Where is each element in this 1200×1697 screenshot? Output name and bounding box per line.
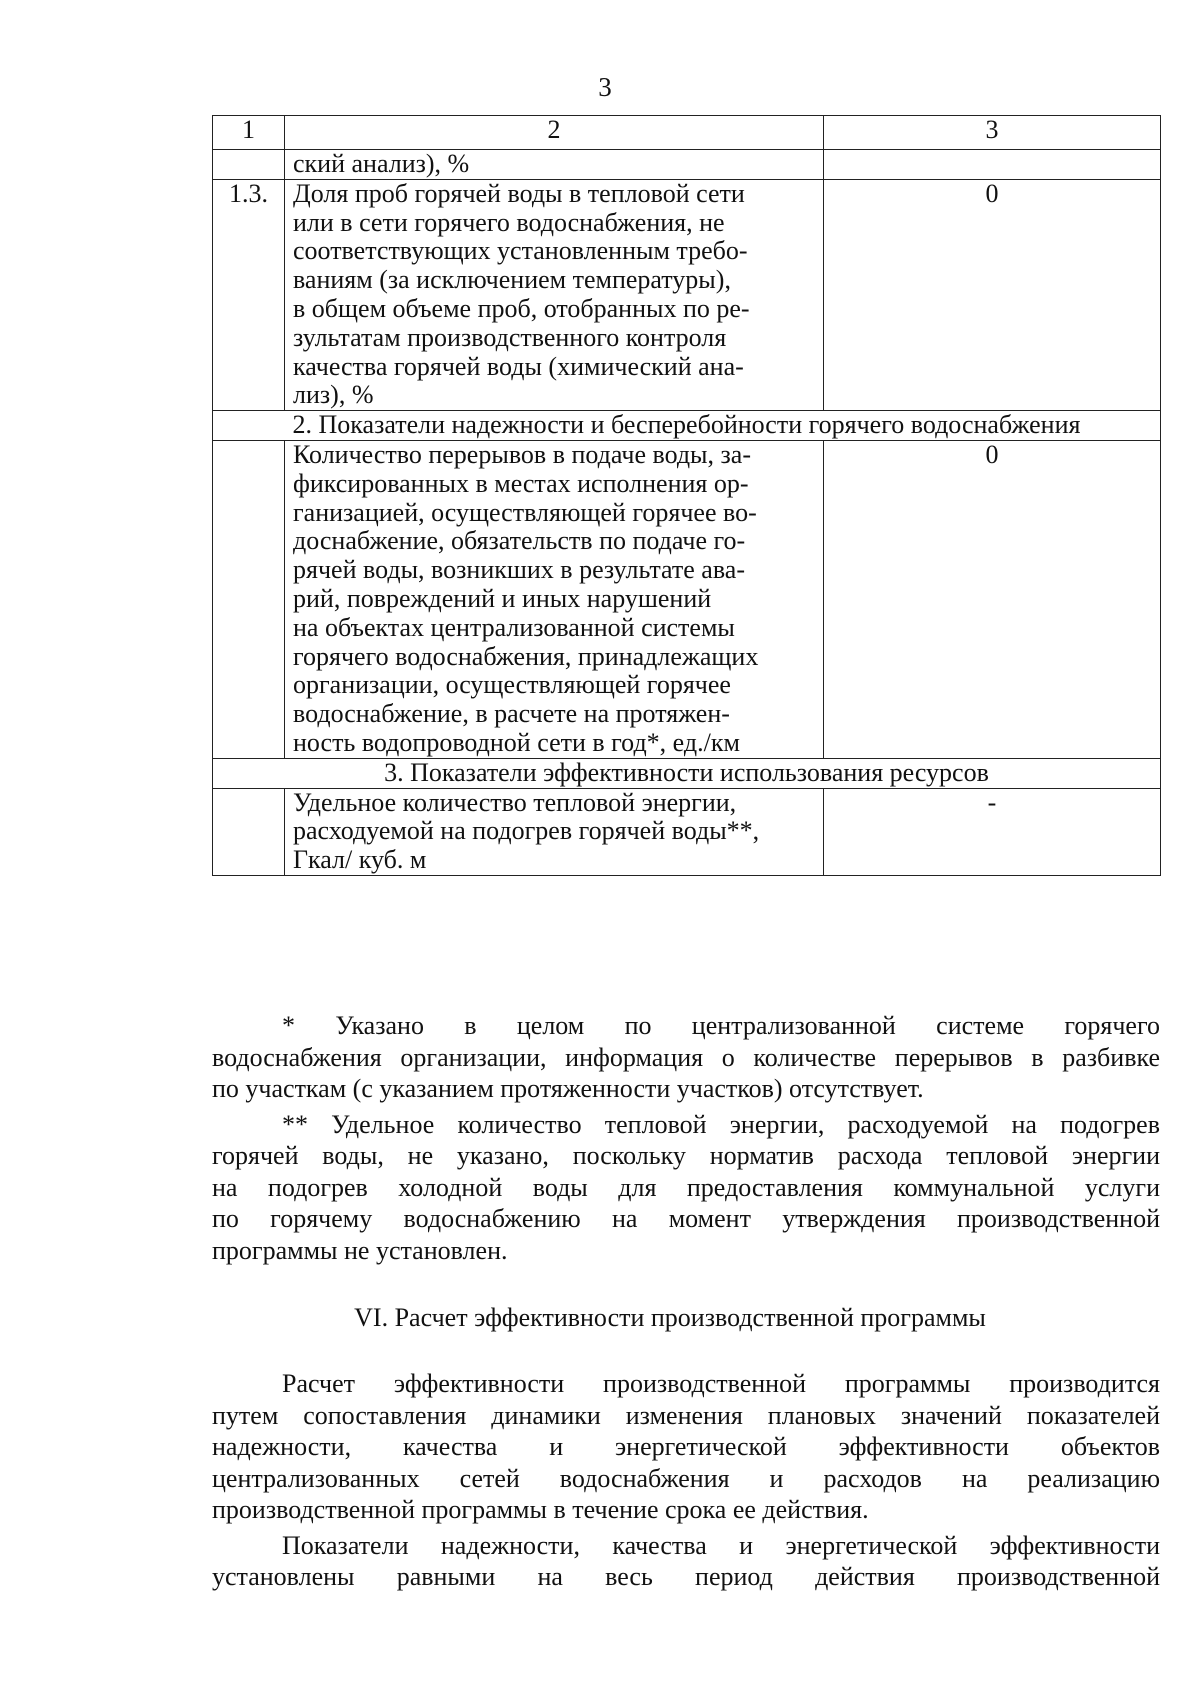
- text-line: доснабжение, обязательств по подаче го-: [293, 526, 746, 556]
- table-row: [213, 440, 1161, 758]
- text-line: горячего водоснабжения, принадлежащих: [293, 641, 759, 671]
- text-line: ганизацией, осуществляющей горячее во-: [293, 497, 757, 527]
- text-line: надежности, качества и энергетической эффективности объектов: [212, 1432, 1160, 1461]
- text-line: * Указано в целом по централизованной системе горячего: [282, 1011, 1160, 1040]
- text-line: соответствующих установленным требо-: [293, 236, 748, 266]
- row-number: [213, 788, 285, 875]
- row-value: -: [824, 788, 1161, 875]
- text-line: производственной программы в течение срока ее действия.: [212, 1495, 869, 1524]
- row-number: [213, 150, 285, 180]
- text-line: путем сопоставления динамики изменения плановых значений показателей: [212, 1400, 1160, 1430]
- text-line: ность водопроводной сети в год*, ед./км: [293, 727, 740, 757]
- text-line: или в сети горячего водоснабжения, не: [293, 207, 725, 237]
- text-line: на подогрев холодной воды для предоставления коммунальной услуги: [212, 1172, 1160, 1202]
- section-row: [213, 411, 1161, 441]
- row-description: [285, 150, 824, 180]
- text-line: установлены равными на весь период действия производственной: [212, 1562, 1160, 1591]
- calculation-text: [212, 1368, 1160, 1597]
- header-cell-2: 2: [285, 116, 824, 150]
- text-line: по горячему водоснабжению на момент утверждения производственной: [212, 1204, 1160, 1233]
- text-line: Удельное количество тепловой энергии,: [293, 788, 737, 817]
- paragraph-1: [212, 1368, 1160, 1526]
- text-line: зультатам производственного контроля: [293, 322, 727, 352]
- text-line: водоснабжение, в расчете на протяжен-: [293, 699, 730, 729]
- text-line: Доля проб горячей воды в тепловой сети: [293, 179, 745, 208]
- text-line: ваниям (за исключением температуры),: [293, 265, 731, 295]
- row-number: [213, 440, 285, 758]
- text-line: по участкам (с указанием протяженности участков) отсутствует.: [212, 1074, 924, 1103]
- page-number: 3: [598, 72, 612, 102]
- text-line: фиксированных в местах исполнения ор-: [293, 468, 749, 498]
- text-line: ский анализ), %: [293, 149, 470, 178]
- row-description: [285, 788, 824, 875]
- text-line: горячей воды, не указано, поскольку норматив расхода тепловой энергии: [212, 1141, 1160, 1170]
- row-value: 0: [824, 440, 1161, 758]
- text-line: организации, осуществляющей горячее: [293, 670, 731, 700]
- text-line: Гкал/ куб. м: [293, 845, 427, 875]
- text-line: расходуемой на подогрев горячей воды**,: [293, 816, 760, 846]
- table-row: [213, 788, 1161, 875]
- section-heading: VI. Расчет эффективности производственной программы: [354, 1303, 986, 1332]
- row-value: 0: [824, 179, 1161, 410]
- header-cell-3: 3: [824, 116, 1161, 150]
- text-line: Расчет эффективности производственной программы производится: [282, 1369, 1160, 1398]
- text-line: рячей воды, возникших в результате ава-: [293, 555, 745, 585]
- text-line: программы не установлен.: [212, 1235, 508, 1265]
- indicators-table: [212, 115, 1161, 876]
- text-line: в общем объеме проб, отобранных по ре-: [293, 293, 750, 323]
- table-row: [213, 179, 1161, 410]
- text-line: водоснабжения организации, информация о количестве перерывов в разбивке: [212, 1042, 1160, 1072]
- row-description: [285, 440, 824, 758]
- row-value: [824, 150, 1161, 180]
- section-title-3: 3. Показатели эффективности использования ресурсов: [213, 758, 1161, 788]
- header-cell-1: 1: [213, 116, 285, 150]
- section-row: [213, 758, 1161, 788]
- text-line: ** Удельное количество тепловой энергии, расходуемой на подогрев: [282, 1109, 1160, 1139]
- section-title-2: 2. Показатели надежности и бесперебойности горячего водоснабжения: [213, 411, 1161, 441]
- text-line: централизованных сетей водоснабжения и расходов на реализацию: [212, 1463, 1160, 1493]
- text-line: качества горячей воды (химический ана-: [293, 351, 744, 381]
- text-line: Показатели надежности, качества и энергетической эффективности: [282, 1530, 1160, 1560]
- text-line: лиз), %: [293, 380, 374, 410]
- footnotes: [212, 1010, 1160, 1270]
- table-row: [213, 150, 1161, 180]
- paragraph-2: [212, 1530, 1160, 1593]
- row-number: 1.3.: [213, 179, 285, 410]
- text-line: рий, повреждений и иных нарушений: [293, 583, 712, 613]
- text-line: на объектах централизованной системы: [293, 612, 735, 642]
- footnote-2: [212, 1109, 1160, 1267]
- footnote-1: [212, 1010, 1160, 1105]
- row-description: [285, 179, 824, 410]
- text-line: Количество перерывов в подаче воды, за-: [293, 440, 751, 469]
- table-header-row: [213, 116, 1161, 150]
